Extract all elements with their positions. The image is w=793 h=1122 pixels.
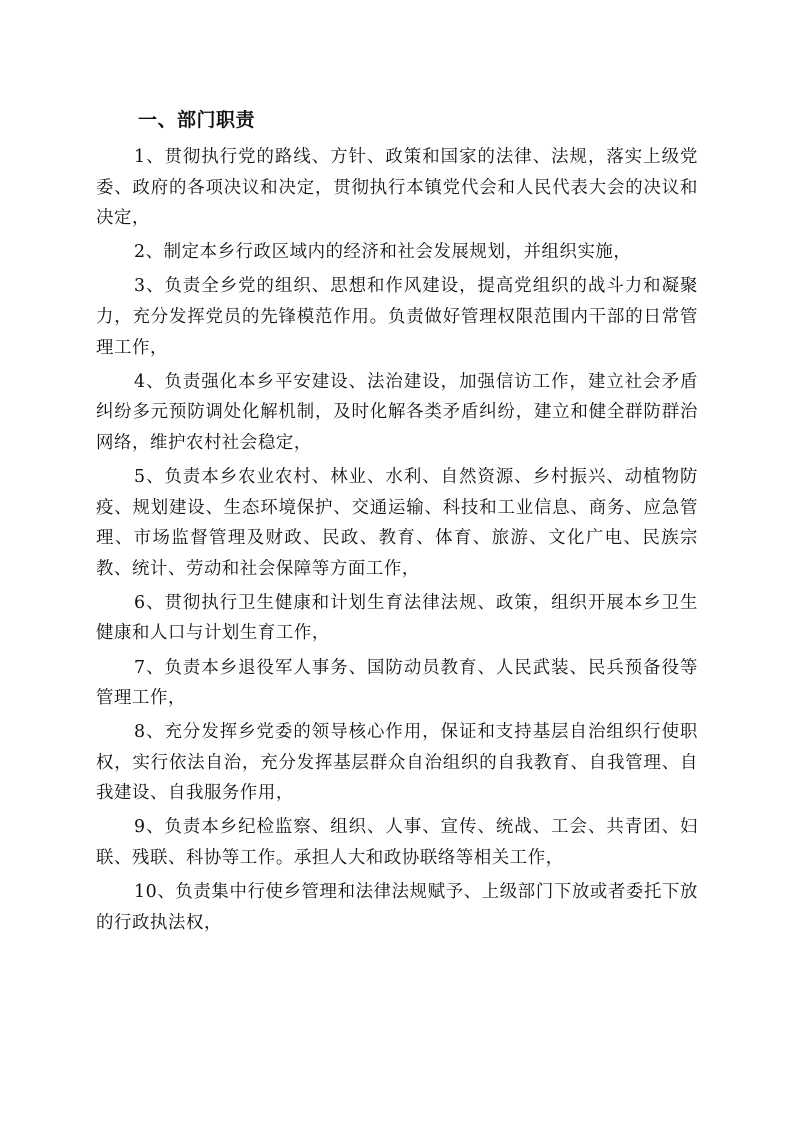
duty-paragraph-6: 6、贯彻执行卫生健康和计划生育法律法规、政策，组织开展本乡卫生健康和人口与计划生育工作， [96, 592, 698, 644]
duty-paragraph-7: 7、负责本乡退役军人事务、国防动员教育、人民武装、民兵预备役等管理工作， [96, 657, 698, 709]
duty-paragraph-10: 10、负责集中行使乡管理和法律法规赋予、上级部门下放或者委托下放的行政执法权， [96, 882, 698, 933]
duty-paragraph-4: 4、负责强化本乡平安建设、法治建设，加强信访工作，建立社会矛盾纠纷多元预防调处化解机制，及时化解各类矛盾纠纷，建立和健全群防群治网络，维护农村社会稳定， [96, 371, 698, 453]
duty-paragraph-5: 5、负责本乡农业农村、林业、水利、自然资源、乡村振兴、动植物防疫、规划建设、生态环境保护、交通运输、科技和工业信息、商务、应急管理、市场监督管理及财政、民政、教育、体育、旅游、文化广电、民族宗教、统计、劳动和社会保障等方面工作， [96, 466, 698, 579]
duty-paragraph-3: 3、负责全乡党的组织、思想和作风建设，提高党组织的战斗力和凝聚力，充分发挥党员的先锋模范作用。负责做好管理权限范围内干部的日常管理工作， [96, 276, 698, 358]
duty-paragraph-8: 8、充分发挥乡党委的领导核心作用，保证和支持基层自治组织行使职权，实行依法自治，充分发挥基层群众自治组织的自我教育、自我管理、自我建设、自我服务作用， [96, 722, 698, 804]
document-body [96, 104, 698, 938]
duty-paragraph-9: 9、负责本乡纪检监察、组织、人事、宣传、统战、工会、共青团、妇联、残联、科协等工作。承担人大和政协联络等相关工作， [96, 817, 698, 869]
duty-paragraph-2: 2、制定本乡行政区域内的经济和社会发展规划，并组织实施， [134, 242, 632, 263]
duty-paragraph-1: 1、贯彻执行党的路线、方针、政策和国家的法律、法规，落实上级党委、政府的各项决议和决定，贯彻执行本镇党代会和人民代表大会的决议和决定， [96, 147, 698, 229]
section-heading: 一、部门职责 [138, 109, 256, 131]
